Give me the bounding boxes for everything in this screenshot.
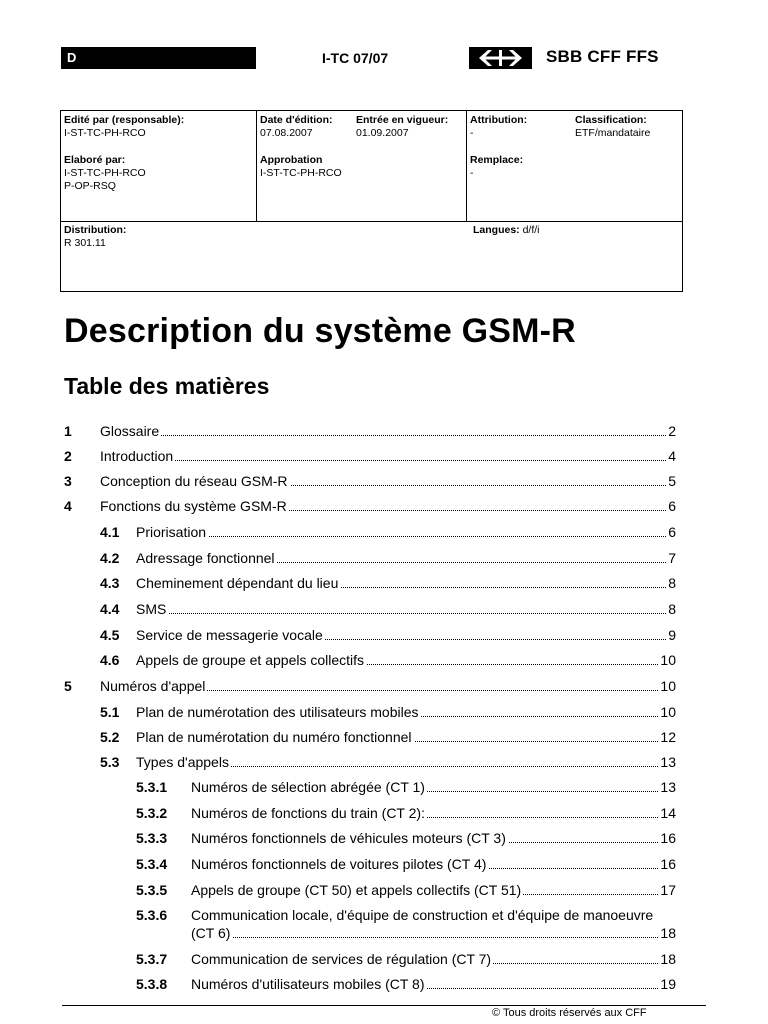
toc-entry-title: SMS [136, 601, 167, 617]
toc-entry-page: 13 [660, 754, 676, 770]
approval [260, 154, 342, 180]
toc-entry-number: 5.3.3 [136, 830, 168, 846]
attribution-value: - [470, 127, 474, 139]
distribution-label: Distribution: [64, 224, 127, 236]
toc-entry-page: 9 [668, 627, 676, 643]
languages-value: d/f/i [522, 224, 540, 236]
toc-entry-number: 4.1 [100, 524, 120, 540]
toc-entry[interactable] [100, 651, 676, 669]
toc-entry-page: 8 [668, 575, 676, 591]
toc-entry-number: 4.4 [100, 601, 120, 617]
toc-entry-number: 2 [64, 448, 72, 464]
sbb-arrows-cross-icon [469, 47, 532, 69]
toc-entry-number: 5.2 [100, 729, 120, 745]
toc-entry-title: Communication de services de régulation (CT 7) [191, 951, 492, 967]
toc-entry[interactable] [100, 600, 676, 618]
edited-by-value: I-ST-TC-PH-RCO [64, 127, 146, 139]
toc-entry-page: 16 [660, 856, 676, 872]
toc-entry-title: Appels de groupe (CT 50) et appels collectifs (CT 51) [191, 882, 522, 898]
toc-entry-page: 5 [668, 473, 676, 489]
toc-entry-title: Numéros de fonctions du train (CT 2): [191, 805, 425, 821]
toc-heading: Table des matières [64, 373, 270, 399]
toc-entry[interactable] [64, 677, 676, 695]
document-metadata-box [60, 110, 683, 292]
toc-entry-title: Cheminement dépendant du lieu [136, 575, 339, 591]
replaces [470, 154, 523, 180]
edited-by-label: Edité par (responsable): [64, 114, 185, 126]
toc-entry-number: 5.3.4 [136, 856, 168, 872]
toc-entry[interactable] [136, 881, 676, 899]
toc-entry-page: 17 [660, 882, 676, 898]
toc-entry-page: 10 [660, 652, 676, 668]
toc-entry-page: 8 [668, 601, 676, 617]
toc-entry-number: 3 [64, 473, 72, 489]
replaces-value: - [470, 167, 474, 179]
toc-entry[interactable] [64, 422, 676, 440]
toc-entry-number: 5.1 [100, 704, 120, 720]
toc-entry-number: 5.3.8 [136, 976, 168, 992]
effective-date-label: Entrée en vigueur: [356, 114, 449, 126]
toc-entry-number: 4.3 [100, 575, 120, 591]
distribution-value: R 301.11 [64, 237, 106, 249]
toc-entry-title: Communication locale, d'équipe de construction et d'équipe de manoeuvre [191, 907, 654, 923]
toc-entry-title: Numéros fonctionnels de véhicules moteurs (CT 3) [191, 830, 506, 846]
meta-divider [61, 221, 682, 222]
meta-divider [256, 111, 257, 221]
toc-entry[interactable] [136, 975, 676, 993]
toc-entry-page: 19 [660, 976, 676, 992]
toc-entry-page: 18 [660, 925, 676, 941]
toc-entry[interactable] [136, 829, 676, 847]
toc-entry[interactable] [100, 549, 676, 567]
toc-entry[interactable] [136, 950, 676, 968]
toc-entry[interactable] [136, 804, 676, 822]
toc-entry-title-continued: (CT 6) [191, 925, 231, 941]
toc-entry-number: 4.5 [100, 627, 120, 643]
toc-entry-page: 6 [668, 498, 676, 514]
toc-entry-page: 10 [660, 678, 676, 694]
toc-entry[interactable] [136, 778, 676, 796]
toc-entry-number: 5.3.5 [136, 882, 168, 898]
toc-entry-page: 18 [660, 951, 676, 967]
approval-value: I-ST-TC-PH-RCO [260, 167, 342, 179]
languages-label: Langues: [473, 224, 520, 236]
toc-entry-title: Appels de groupe et appels collectifs [136, 652, 365, 668]
toc-entry-title: Glossaire [100, 423, 160, 439]
toc-entry-title: Plan de numérotation des utilisateurs mobiles [136, 704, 419, 720]
toc-entry[interactable] [136, 855, 676, 873]
toc-entry-page: 12 [660, 729, 676, 745]
document-reference: I-TC 07/07 [322, 50, 389, 66]
classification-value: ETF/mandataire [575, 127, 651, 139]
classification [575, 114, 650, 140]
toc-entry-title: Numéros d'utilisateurs mobiles (CT 8) [191, 976, 425, 992]
toc-entry[interactable] [100, 703, 676, 721]
toc-entry-number: 5 [64, 678, 72, 694]
prepared-by-value: I-ST-TC-PH-RCO [64, 167, 146, 179]
toc-entry[interactable] [100, 523, 676, 541]
toc-entry-page: 10 [660, 704, 676, 720]
toc-entry-title: Priorisation [136, 524, 207, 540]
toc-entry[interactable] [100, 574, 676, 592]
toc-entry-title: Numéros fonctionnels de voitures pilotes (CT 4) [191, 856, 487, 872]
toc-entry-number: 4.6 [100, 652, 120, 668]
toc-entry-number: 4.2 [100, 550, 120, 566]
toc-entry-number: 5.3.7 [136, 951, 168, 967]
toc-entry-title: Fonctions du système GSM-R [100, 498, 287, 514]
toc-entry-title: Numéros de sélection abrégée (CT 1) [191, 779, 425, 795]
toc-entry-number: 5.3 [100, 754, 120, 770]
toc-entry-title: Plan de numérotation du numéro fonctionnel [136, 729, 412, 745]
toc-entry-number: 5.3.2 [136, 805, 168, 821]
edition-date-value: 07.08.2007 [260, 127, 313, 139]
edition-date [260, 114, 333, 140]
attribution [470, 114, 527, 140]
toc-entry-page: 7 [668, 550, 676, 566]
toc-entry-page: 16 [660, 830, 676, 846]
toc-entry-page: 2 [668, 423, 676, 439]
replaces-label: Remplace: [470, 154, 524, 166]
effective-date-value: 01.09.2007 [356, 127, 409, 139]
toc-entry-page: 13 [660, 779, 676, 795]
edited-by [64, 114, 184, 140]
toc-entry[interactable] [64, 497, 676, 515]
toc-entry[interactable] [100, 728, 676, 746]
prepared-by-label: Elaboré par: [64, 154, 126, 166]
toc-entry[interactable] [64, 472, 676, 490]
effective-date [356, 114, 448, 140]
brand-name: SBB CFF FFS [546, 47, 659, 66]
toc-entry-page: 6 [668, 524, 676, 540]
toc-entry[interactable] [100, 626, 676, 644]
document-title: Description du système GSM-R [64, 312, 576, 350]
copyright-notice: © Tous droits réservés aux CFF [492, 1007, 647, 1019]
prepared-by-value: P-OP-RSQ [64, 180, 116, 192]
toc-entry[interactable] [136, 906, 676, 942]
language-code-box: D [61, 47, 256, 69]
edition-date-label: Date d'édition: [260, 114, 333, 126]
toc-entry[interactable] [100, 753, 676, 771]
meta-divider [466, 111, 467, 221]
toc-entry[interactable] [64, 447, 676, 465]
languages [473, 224, 540, 237]
classification-label: Classification: [575, 114, 647, 126]
toc-entry-page: 4 [668, 448, 676, 464]
prepared-by [64, 154, 146, 193]
toc-entry-number: 1 [64, 423, 72, 439]
toc-entry-number: 5.3.1 [136, 779, 168, 795]
attribution-label: Attribution: [470, 114, 528, 126]
approval-label: Approbation [260, 154, 323, 166]
toc-entry-page: 14 [660, 805, 676, 821]
toc-entry-title: Types d'appels [136, 754, 229, 770]
toc-entry-number: 5.3.6 [136, 907, 168, 923]
distribution [64, 224, 126, 250]
footer-rule [62, 1005, 706, 1006]
toc-entry-title: Introduction [100, 448, 174, 464]
toc-entry-title: Conception du réseau GSM-R [100, 473, 288, 489]
toc-entry-title: Adressage fonctionnel [136, 550, 275, 566]
toc-entry-title: Service de messagerie vocale [136, 627, 323, 643]
toc-entry-number: 4 [64, 498, 72, 514]
toc-entry-title: Numéros d'appel [100, 678, 206, 694]
